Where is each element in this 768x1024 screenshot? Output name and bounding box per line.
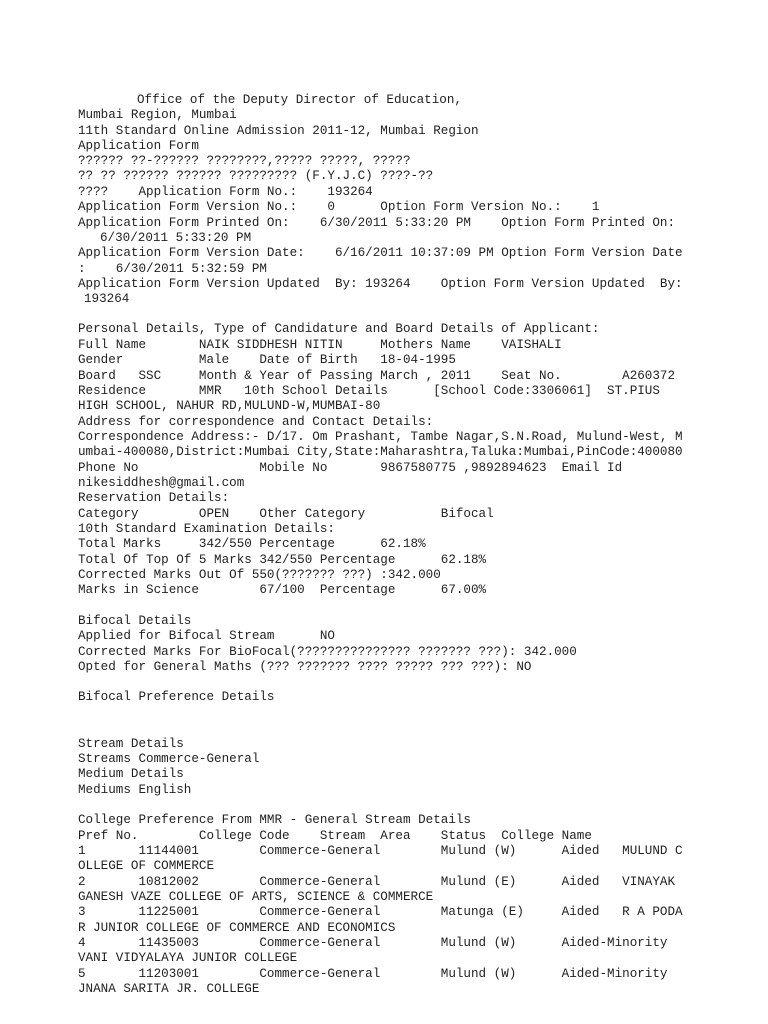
table-row: 5 11203001 Commerce-General Mulund (W) Aided-Minority [78, 967, 668, 981]
bifocal-heading: Bifocal Details [78, 614, 192, 628]
science-marks-line: Marks in Science 67/100 Percentage 67.00% [78, 583, 487, 597]
full-name-line: Full Name NAIK SIDDHESH NITIN Mothers Name VAISHALI [78, 338, 562, 352]
table-row: 1 11144001 Commerce-General Mulund (W) Aided MULUND C [78, 844, 683, 858]
board-line: Board SSC Month & Year of Passing March , 2011 Seat No. A260372 [78, 369, 676, 383]
mediums-line: Mediums English [78, 783, 192, 797]
form-title: Application Form [78, 139, 199, 153]
top-five-marks-line: Total Of Top Of 5 Marks 342/550 Percentage 62.18% [78, 553, 487, 567]
table-row: 3 11225001 Commerce-General Matunga (E) Aided R A PODA [78, 905, 683, 919]
total-marks-line: Total Marks 342/550 Percentage 62.18% [78, 537, 426, 551]
form-number-line: ???? Application Form No.: 193264 [78, 185, 373, 199]
school-address-line: HIGH SCHOOL, NAHUR RD,MULUND-W,MUMBAI-80 [78, 399, 381, 413]
table-row-continued: JNANA SARITA JR. COLLEGE [78, 982, 260, 996]
office-title: Office of the Deputy Director of Education, [137, 93, 462, 107]
email-line: nikesiddhesh@gmail.com [78, 476, 245, 490]
table-row-continued: VANI VIDYALAYA JUNIOR COLLEGE [78, 951, 298, 965]
version-updated-line: Application Form Version Updated By: 193264 Option Form Version Updated By: [78, 277, 683, 291]
table-row-continued: R JUNIOR COLLEGE OF COMMERCE AND ECONOMICS [78, 921, 396, 935]
residence-line: Residence MMR 10th School Details [School Code:3306061] ST.PIUS [78, 384, 660, 398]
correspondence-heading: Address for correspondence and Contact Details: [78, 415, 434, 429]
admission-line: 11th Standard Online Admission 2011-12, Mumbai Region [78, 124, 479, 138]
reservation-heading: Reservation Details: [78, 491, 230, 505]
version-date-line: Application Form Version Date: 6/16/2011 10:37:09 PM Option Form Version Date [78, 246, 683, 260]
table-row-continued: OLLEGE OF COMMERCE [78, 859, 215, 873]
bifocal-preference-heading: Bifocal Preference Details [78, 690, 275, 704]
streams-line: Streams Commerce-General [78, 752, 260, 766]
table-row: 2 10812002 Commerce-General Mulund (E) Aided VINAYAK [78, 875, 676, 889]
form-version-line: Application Form Version No.: 0 Option Form Version No.: 1 [78, 200, 600, 214]
region-line: Mumbai Region, Mumbai [78, 108, 237, 122]
exam-details-heading: 10th Standard Examination Details: [78, 522, 335, 536]
gender-line: Gender Male Date of Birth 18-04-1995 [78, 353, 456, 367]
preference-table-header: Pref No. College Code Stream Area Status College Name [78, 829, 592, 843]
category-line: Category OPEN Other Category Bifocal [78, 507, 494, 521]
college-preference-heading: College Preference From MMR - General Stream Details [78, 813, 471, 827]
version-date-continued: : 6/30/2011 5:32:59 PM [78, 262, 267, 276]
corrected-marks-line: Corrected Marks Out Of 550(??????? ???) :342.000 [78, 568, 441, 582]
table-row-continued: GANESH VAZE COLLEGE OF ARTS, SCIENCE & COMMERCE [78, 890, 434, 904]
table-row: 4 11435003 Commerce-General Mulund (W) Aided-Minority [78, 936, 668, 950]
correspondence-address-line: Correspondence Address:- D/17. Om Prashant, Tambe Nagar,S.N.Road, Mulund-West, M [78, 430, 683, 444]
unrendered-text-line: ?? ?? ?????? ?????? ????????? (F.Y.J.C) ????-?? [78, 169, 434, 183]
general-maths-line: Opted for General Maths (??? ??????? ???? ????? ??? ???): NO [78, 660, 532, 674]
bifocal-marks-line: Corrected Marks For BioFocal(??????????????? ??????? ???): 342.000 [78, 645, 577, 659]
version-updated-continued: 193264 [84, 292, 130, 306]
bifocal-applied-line: Applied for Bifocal Stream NO [78, 629, 335, 643]
correspondence-address-continued: umbai-400080,District:Mumbai City,State:Maharashtra,Taluka:Mumbai,PinCode:400080 [78, 445, 683, 459]
printed-on-continued: 6/30/2011 5:33:20 PM [100, 231, 252, 245]
printed-on-line: Application Form Printed On: 6/30/2011 5:33:20 PM Option Form Printed On: [78, 216, 676, 230]
phone-line: Phone No Mobile No 9867580775 ,9892894623 Email Id [78, 461, 623, 475]
medium-details-heading: Medium Details [78, 767, 184, 781]
personal-details-heading: Personal Details, Type of Candidature and Board Details of Applicant: [78, 322, 600, 336]
stream-details-heading: Stream Details [78, 737, 184, 751]
unrendered-text-line: ?????? ??-?????? ????????,????? ?????, ????? [78, 154, 411, 168]
